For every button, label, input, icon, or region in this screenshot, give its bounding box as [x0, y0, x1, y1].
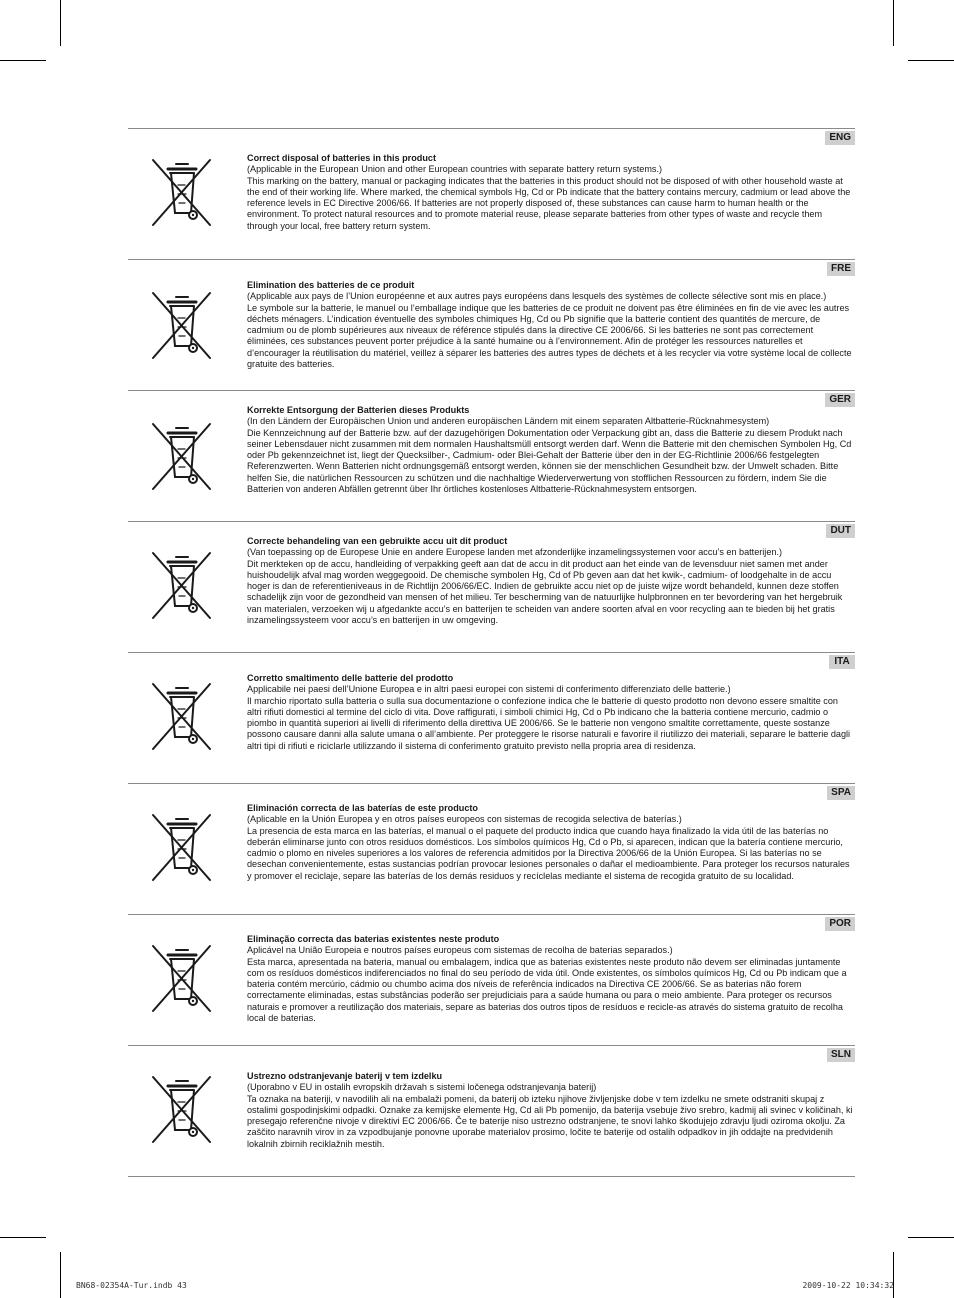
- notice-text: [247, 1071, 853, 1150]
- crop-mark: [0, 60, 46, 61]
- language-tag: POR: [825, 917, 855, 931]
- notice-scope: (In den Ländern der Europäischen Union und anderen europäischen Ländern mit einem separaten Altbatterie-Rücknahmesystem): [247, 416, 770, 427]
- notice-body: Il marchio riportato sulla batteria o sulla sua documentazione o confezione indica che le batterie di questo prodotto non devono essere smaltite con altri rifiuti domestici al termine del ciclo di vita. Dove raffigurati, i simboli chimici Hg, Cd o Pb indicano che la batteria contiene mercurio, cadmio o piombo in quantità superiori ai livelli di riferimento della direttiva UE 2006/66. Se le batterie non vengono smaltite correttamente, queste sostanze possono causare danni alla salute umana o all’ambiente. Per proteggere le risorse naturali e favorire il riutilizzo dei materiali, separare le batterie dagli altri tipi di rifiuti e riciclarle utilizzando il sistema di conferimento gratuito previsto nella propria area di residenza.: [247, 695, 851, 751]
- crossed-out-wheelie-bin-icon: [148, 155, 216, 231]
- language-tag: SLN: [827, 1048, 855, 1062]
- notice-text: [247, 405, 853, 495]
- notice-title: Correcte behandeling van een gebruikte accu uit dit product: [247, 536, 508, 546]
- language-tag: DUT: [826, 524, 855, 538]
- notice-body: Esta marca, apresentada na bateria, manual ou embalagem, indica que as baterias existentes neste produto não devem ser eliminadas juntamente com os resíduos domésticos indiferenciados no final do seu período de vida útil. Onde existentes, os símbolos químicos Hg, Cd ou Pb indicam que a bateria contém mercúrio, cádmio ou chumbo acima dos níveis de referência indicados na Directiva CE 2006/66. Se as baterias não forem correctamente eliminadas, estas substâncias poderão ser prejudiciais para a saúde humana ou para o meio ambiente. Para proteger os recursos naturais e promover a reutilização dos materiais, separe as baterias dos outros tipos de resíduos e recicle-as através do sistema gratuito de recolha local de baterias.: [247, 956, 847, 1024]
- section-por: [128, 914, 855, 1045]
- crossed-out-wheelie-bin-icon: [148, 810, 216, 886]
- language-tag: ITA: [829, 655, 855, 669]
- notice-body: Le symbole sur la batterie, le manuel ou l’emballage indique que les batteries de ce produit ne doivent pas être éliminées en fin de vie avec les autres déchets ménagers. L’indication éventuelle des symboles chimiques Hg, Cd ou Pb signifie que la batterie contient des quantités de mercure, de cadmium ou de plomb supérieures aux niveaux de référence stipulés dans la directive CE 2006/66. Si les batteries ne sont pas correctement éliminées, ces substances peuvent porter préjudice à la santé humaine ou à l’environnement. Afin de protéger les ressources naturelles et d’encourager la réutilisation du matériel, veillez à séparer les batteries des autres types de déchets et à les recycler via votre système local de collecte gratuite des batteries.: [247, 302, 852, 370]
- notice-title: Eliminación correcta de las baterías de este producto: [247, 803, 478, 813]
- notice-scope: (Applicable aux pays de l’Union européenne et aux autres pays européens dans lesquels des systèmes de collecte sélective sont mis en place.): [247, 291, 827, 302]
- footer-file-info: BN68-02354A-Tur.indb 43: [76, 1281, 187, 1290]
- section-sln: [128, 1045, 855, 1177]
- section-fre: [128, 259, 855, 390]
- notice-title: Corretto smaltimento delle batterie del prodotto: [247, 673, 454, 683]
- notice-title: Elimination des batteries de ce produit: [247, 280, 415, 290]
- crossed-out-wheelie-bin-icon: [148, 548, 216, 624]
- section-spa: [128, 783, 855, 914]
- notice-text: [247, 673, 853, 752]
- crossed-out-wheelie-bin-icon: [148, 679, 216, 755]
- crop-mark: [60, 1252, 61, 1298]
- section-dut: [128, 521, 855, 652]
- crop-mark: [893, 1252, 894, 1298]
- crossed-out-wheelie-bin-icon: [148, 288, 216, 364]
- crossed-out-wheelie-bin-icon: [148, 1072, 216, 1148]
- notice-text: [247, 153, 853, 232]
- notice-body: This marking on the battery, manual or packaging indicates that the batteries in this product should not be disposed of with other household waste at the end of their working life. Where marked, the chemical symbols Hg, Cd or Pb indicate that the battery contains mercury, cadmium or lead above the reference levels in EC Directive 2006/66. If batteries are not properly disposed of, these substances can cause harm to human health or the environment. To protect natural resources and to promote material reuse, please separate batteries from other types of waste and recycle them through your local, free battery return system.: [247, 175, 851, 231]
- footer-timestamp: 2009-10-22 10:34:32: [802, 1281, 894, 1290]
- language-tag: FRE: [827, 262, 855, 276]
- notice-body: Dit merkteken op de accu, handleiding of verpakking geeft aan dat de accu in dit product aan het einde van de levensduur niet samen met ander huishoudelijk afval mag worden weggegooid. De chemische symbolen Hg, Cd of Pb geven aan dat het kwik-, cadmium- of loodgehalte in de accu hoger is dan de referentieniveaus in de Richtlijn 2006/66/EC. Indien de gebruikte accu niet op de juiste wijze wordt behandeld, kunnen deze stoffen schadelijk zijn voor de gezondheid van mensen of het milieu. Ter bescherming van de natuurlijke hulpbronnen en ter bevordering van het hergebruik van materialen, verzoeken wij u afgedankte accu’s en batterijen te scheiden van andere soorten afval en voor recycling aan te bieden bij het gratis inzamelingssysteem voor accu’s en batterijen in uw omgeving.: [247, 558, 843, 626]
- crossed-out-wheelie-bin-icon: [148, 941, 216, 1017]
- crop-mark: [908, 1237, 954, 1238]
- crop-mark: [893, 0, 894, 46]
- notice-text: [247, 934, 853, 1024]
- section-eng: [128, 128, 855, 259]
- battery-disposal-notices: [128, 128, 855, 1177]
- language-tag: ENG: [825, 131, 855, 145]
- notice-title: Eliminação correcta das baterias existentes neste produto: [247, 934, 500, 944]
- notice-body: Ta oznaka na bateriji, v navodilih ali na embalaži pomeni, da baterij ob izteku njihove življenjske dobe v tem izdelku ne smete odstraniti skupaj z ostalimi gospodinjskimi odpadki. Oznake za kemijske elemente Hg, Cd ali Pb pomenijo, da baterija vsebuje živo srebro, kadmij ali svinec v količinah, ki presegajo referenčne nivoje v direktivi EC 2006/66. Če te baterije niso ustrezno odstranjene, te snovi lahko škodujejo zdravju ljudi oziroma okolju. Za zaščito naravnih virov in za vzpodbujanje ponovne uporabe materialov prosimo, ločite te baterije od ostalih odpadkov in jih oddajte na predvidenih lokalnih zbirnih reciklažnih mestih.: [247, 1093, 853, 1149]
- notice-scope: (Aplicable en la Unión Europea y en otros países europeos con sistemas de recogida selectiva de baterías.): [247, 814, 682, 825]
- notice-text: [247, 803, 853, 882]
- crossed-out-wheelie-bin-icon: [148, 419, 216, 495]
- notice-text: [247, 536, 853, 626]
- crop-mark: [908, 60, 954, 61]
- crop-mark: [0, 1237, 46, 1238]
- notice-title: Ustrezno odstranjevanje baterij v tem izdelku: [247, 1071, 443, 1081]
- section-ger: [128, 390, 855, 521]
- language-tag: SPA: [827, 786, 855, 800]
- notice-scope: Aplicável na União Europeia e noutros países europeus com sistemas de recolha de baterias separados.): [247, 945, 673, 956]
- crop-mark: [60, 0, 61, 46]
- notice-scope: (Uporabno v EU in ostalih evropskih državah s sistemi ločenega odstranjevanja baterij): [247, 1082, 597, 1093]
- notice-scope: (Applicable in the European Union and other European countries with separate battery return systems.): [247, 164, 663, 175]
- notice-body: Die Kennzeichnung auf der Batterie bzw. auf der dazugehörigen Dokumentation oder Verpackung gibt an, dass die Batterie zu diesem Produkt nach seiner Lebensdauer nicht zusammen mit dem normalen Haushaltsmüll entsorgt werden darf. Wenn die Batterie mit den chemischen Symbolen Hg, Cd oder Pb gekennzeichnet ist, liegt der Quecksilber-, Cadmium- oder Blei-Gehalt der Batterie über den in der EG-Richtlinie 2006/66 festgelegten Referenzwerten. Wenn Batterien nicht ordnungsgemäß entsorgt werden, können sie der menschlichen Gesundheit bzw. der Umwelt schaden. Bitte helfen Sie, die natürlichen Ressourcen zu schützen und die nachhaltige Wiederverwertung von stofflichen Ressourcen zu fördern, indem Sie die Batterien von anderen Abfällen getrennt über Ihr örtliches kostenloses Altbatterie-Rücknahmesystem entsorgen.: [247, 427, 852, 495]
- notice-scope: (Van toepassing op de Europese Unie en andere Europese landen met afzonderlijke inzamelingssystemen voor accu’s en batterijen.): [247, 547, 782, 558]
- notice-text: [247, 280, 853, 370]
- notice-scope: Applicabile nei paesi dell’Unione Europea e in altri paesi europei con sistemi di conferimento differenziato delle batterie.): [247, 684, 731, 695]
- section-ita: [128, 652, 855, 783]
- notice-body: La presencia de esta marca en las baterías, el manual o el paquete del producto indica que cuando haya finalizado la vida útil de las baterías no deberán eliminarse junto con otros residuos domésticos. Los símbolos químicos Hg, Cd o Pb, si aparecen, indican que la batería contiene mercurio, cadmio o plomo en niveles superiores a los valores de referencia admitidos por la Directiva 2006/66 de la Unión Europea. Si las baterías no se desechan convenientemente, estas sustancias podrían provocar lesiones personales o dañar el medioambiente. Para proteger los recursos naturales y promover el reciclaje, separe las baterías de los demás residuos y recíclelas mediante el sistema de recogida gratuito de su localidad.: [247, 825, 850, 881]
- notice-title: Correct disposal of batteries in this product: [247, 153, 436, 163]
- language-tag: GER: [825, 393, 855, 407]
- notice-title: Korrekte Entsorgung der Batterien dieses Produkts: [247, 405, 470, 415]
